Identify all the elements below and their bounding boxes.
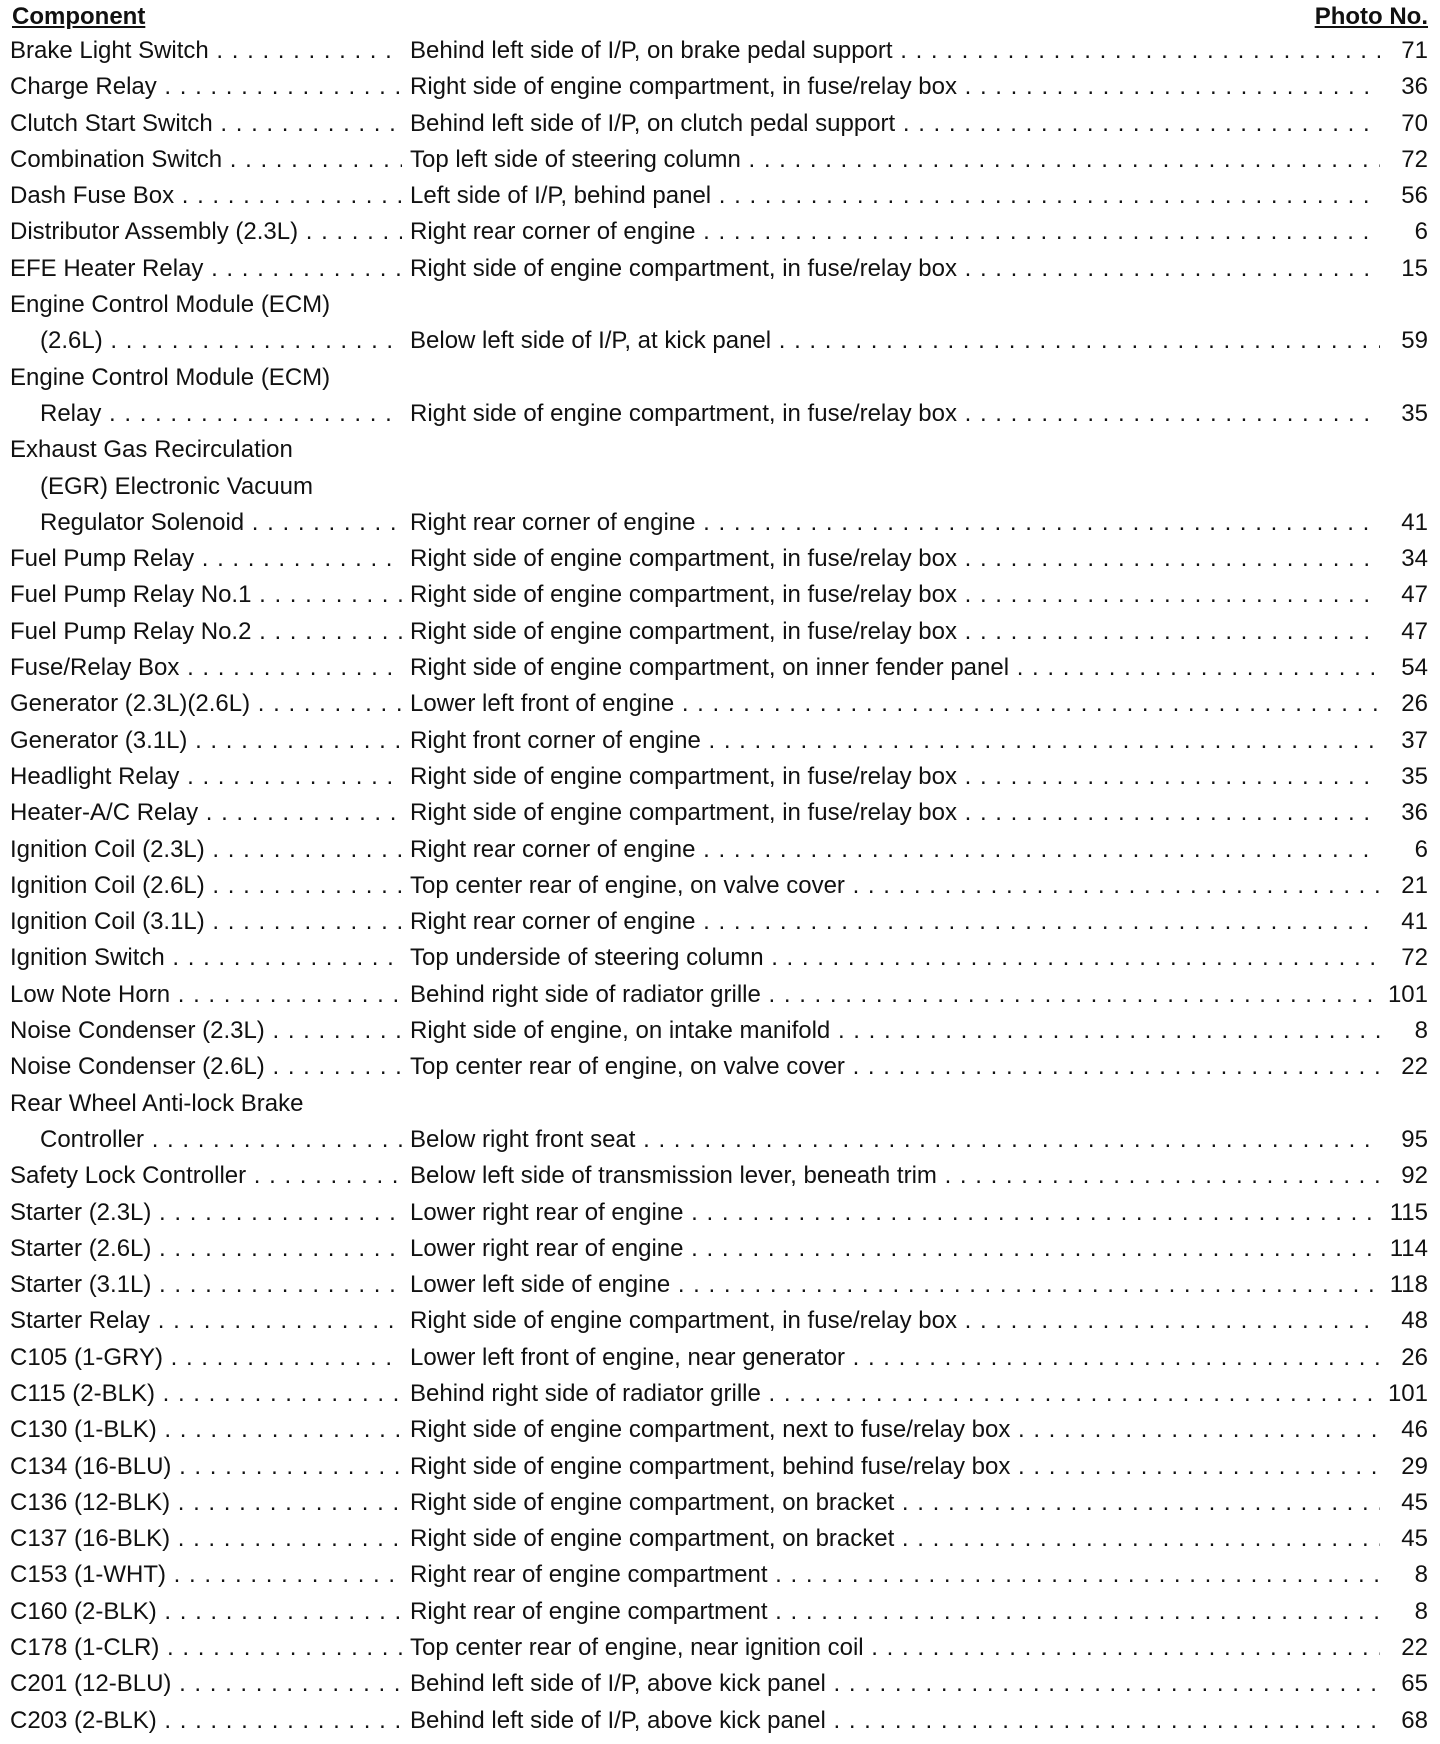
table-row: [10, 1557, 1430, 1593]
photo-number: 56: [1401, 182, 1428, 210]
component-name: Ignition Coil (3.1L) . . .: [10, 904, 402, 940]
component-name: Relay . . .: [40, 396, 402, 432]
component-name: C134 (16-BLU) . . .: [10, 1449, 402, 1485]
table-row: [10, 904, 1430, 940]
photo-number: 101: [1387, 980, 1428, 1008]
component-name: C178 (1-CLR) . . .: [10, 1630, 402, 1666]
table-row: [10, 1267, 1430, 1303]
photo-number: 6: [1414, 218, 1428, 246]
table-row: [10, 1013, 1430, 1049]
component-location: Right side of engine compartment, on bracket . . .: [410, 1521, 1380, 1557]
table-row: [10, 1630, 1430, 1666]
component-name: Starter (2.3L) . . .: [10, 1195, 402, 1231]
table-row: [10, 686, 1430, 722]
photo-number: 41: [1401, 508, 1428, 536]
component-name: Generator (2.3L)(2.6L) . . .: [10, 686, 402, 722]
table-row: [10, 251, 1430, 287]
component-location: Right side of engine compartment, in fuse/relay box . . .: [410, 795, 1380, 831]
component-name: EFE Heater Relay . . .: [10, 251, 402, 287]
component-location: Right rear corner of engine . . .: [410, 904, 1380, 940]
photo-number: 8: [1414, 1597, 1428, 1625]
table-row: [10, 614, 1430, 650]
component-location: Below left side of I/P, at kick panel . . .: [410, 323, 1380, 359]
table-row: [10, 541, 1430, 577]
component-name: Fuse/Relay Box . . .: [10, 650, 402, 686]
component-name: C153 (1-WHT) . . .: [10, 1557, 402, 1593]
component-location: Right rear of engine compartment . . .: [410, 1594, 1380, 1630]
photo-number: 41: [1401, 908, 1428, 936]
table-row: [10, 178, 1430, 214]
photo-number: 35: [1401, 399, 1428, 427]
component-name: Generator (3.1L) . . .: [10, 723, 402, 759]
table-row-continuation: [10, 287, 1430, 323]
table-row: [10, 1594, 1430, 1630]
table-row: [10, 106, 1430, 142]
component-location: Right side of engine compartment, in fuse/relay box . . .: [410, 577, 1380, 613]
component-name: Rear Wheel Anti-lock Brake: [10, 1089, 304, 1117]
table-row: [10, 1158, 1430, 1194]
table-row: [10, 868, 1430, 904]
component-name: Engine Control Module (ECM): [10, 291, 331, 319]
component-name: C115 (2-BLK) . . .: [10, 1376, 402, 1412]
photo-number: 95: [1401, 1125, 1428, 1153]
table-row: [10, 33, 1430, 69]
component-name: Combination Switch . . .: [10, 142, 402, 178]
component-location: Left side of I/P, behind panel . . .: [410, 178, 1380, 214]
table-row: [10, 69, 1430, 105]
photo-number: 72: [1401, 944, 1428, 972]
table-row: [10, 1449, 1430, 1485]
component-location: Right side of engine compartment, in fuse/relay box . . .: [410, 614, 1380, 650]
photo-number: 37: [1401, 726, 1428, 754]
table-row: [10, 577, 1430, 613]
photo-number: 47: [1401, 581, 1428, 609]
component-name: Starter (2.6L) . . .: [10, 1231, 402, 1267]
photo-number: 8: [1414, 1017, 1428, 1045]
table-row-continuation: [10, 1086, 1430, 1122]
photo-number: 115: [1389, 1198, 1428, 1226]
photo-number: 26: [1401, 1343, 1428, 1371]
component-name: C105 (1-GRY) . . .: [10, 1340, 402, 1376]
component-location: Right side of engine compartment, on inner fender panel . . .: [410, 650, 1380, 686]
table-row-continuation: [10, 360, 1430, 396]
component-location: Below left side of transmission lever, beneath trim . . .: [410, 1158, 1380, 1194]
photo-number: 68: [1401, 1706, 1428, 1734]
table-row: [10, 214, 1430, 250]
photo-number: 29: [1401, 1452, 1428, 1480]
component-name: Ignition Coil (2.6L) . . .: [10, 868, 402, 904]
component-location: Right side of engine compartment, in fuse/relay box . . .: [410, 251, 1380, 287]
component-name: Fuel Pump Relay No.2 . . .: [10, 614, 402, 650]
component-location: Right side of engine, on intake manifold . . .: [410, 1013, 1380, 1049]
component-name: Charge Relay . . .: [10, 69, 402, 105]
component-name: C137 (16-BLK) . . .: [10, 1521, 402, 1557]
component-column-header: Component: [12, 3, 146, 30]
photo-number: 26: [1401, 690, 1428, 718]
component-name: Heater-A/C Relay . . .: [10, 795, 402, 831]
table-row: [10, 1049, 1430, 1085]
component-location: Right rear corner of engine . . .: [410, 505, 1380, 541]
photo-number: 15: [1401, 254, 1428, 282]
photo-number: 8: [1414, 1561, 1428, 1589]
photo-number: 46: [1401, 1416, 1428, 1444]
photo-number: 59: [1401, 327, 1428, 355]
table-row: [10, 1485, 1430, 1521]
component-location: Right side of engine compartment, on bracket . . .: [410, 1485, 1380, 1521]
photo-number: 118: [1389, 1271, 1428, 1299]
component-name: Fuel Pump Relay . . .: [10, 541, 402, 577]
component-name: C136 (12-BLK) . . .: [10, 1485, 402, 1521]
component-location: Right side of engine compartment, in fuse/relay box . . .: [410, 1303, 1380, 1339]
photo-number: 54: [1401, 654, 1428, 682]
table-row: [10, 1521, 1430, 1557]
component-location: Behind left side of I/P, above kick panel . . .: [410, 1666, 1380, 1702]
table-row: [10, 1376, 1430, 1412]
photo-number: 22: [1401, 1053, 1428, 1081]
component-location: Top underside of steering column . . .: [410, 940, 1380, 976]
table-row: [10, 142, 1430, 178]
photo-number: 71: [1401, 37, 1428, 64]
photo-number: 48: [1401, 1307, 1428, 1335]
component-name: Exhaust Gas Recirculation: [10, 436, 293, 464]
component-name: C130 (1-BLK) . . .: [10, 1412, 402, 1448]
component-name: Regulator Solenoid . . .: [40, 505, 402, 541]
table-row: [10, 396, 1430, 432]
component-name: Ignition Switch . . .: [10, 940, 402, 976]
component-name: Dash Fuse Box . . .: [10, 178, 402, 214]
component-name: Safety Lock Controller . . .: [10, 1158, 402, 1194]
table-row: [10, 1231, 1430, 1267]
table-row: [10, 323, 1430, 359]
component-location: Right side of engine compartment, in fuse/relay box . . .: [410, 396, 1380, 432]
component-name: Distributor Assembly (2.3L) . . .: [10, 214, 402, 250]
component-name: Starter (3.1L) . . .: [10, 1267, 402, 1303]
photo-number: 47: [1401, 617, 1428, 645]
table-row: [10, 940, 1430, 976]
photo-number-column-header: Photo No.: [1314, 3, 1428, 30]
photo-number: 36: [1401, 799, 1428, 827]
component-location: Behind right side of radiator grille . . .: [410, 1376, 1380, 1412]
component-location: Right side of engine compartment, in fuse/relay box . . .: [410, 759, 1380, 795]
table-row: [10, 1666, 1430, 1702]
component-name: Starter Relay . . .: [10, 1303, 402, 1339]
component-location: Lower right rear of engine . . .: [410, 1195, 1380, 1231]
table-row: [10, 505, 1430, 541]
component-location: Top center rear of engine, near ignition coil . . .: [410, 1630, 1380, 1666]
component-name: C203 (2-BLK) . . .: [10, 1703, 402, 1739]
component-name: C160 (2-BLK) . . .: [10, 1594, 402, 1630]
table-header: [10, 0, 1430, 30]
component-location: Right rear corner of engine . . .: [410, 832, 1380, 868]
component-name: Clutch Start Switch . . .: [10, 106, 402, 142]
photo-number: 114: [1389, 1234, 1428, 1262]
table-row: [10, 1195, 1430, 1231]
photo-number: 21: [1401, 871, 1428, 899]
component-table: [10, 33, 1430, 1739]
table-row: [10, 723, 1430, 759]
component-name: Fuel Pump Relay No.1 . . .: [10, 577, 402, 613]
table-row: [10, 1412, 1430, 1448]
photo-number: 45: [1401, 1525, 1428, 1553]
component-name: Low Note Horn . . .: [10, 977, 402, 1013]
table-row-continuation: [10, 469, 1430, 505]
component-location: Behind left side of I/P, on brake pedal support . . .: [410, 33, 1380, 69]
component-name: Controller . . .: [40, 1122, 402, 1158]
table-row: [10, 795, 1430, 831]
table-row: [10, 1703, 1430, 1739]
photo-number: 65: [1401, 1670, 1428, 1698]
component-location: Lower right rear of engine . . .: [410, 1231, 1380, 1267]
component-location: Right front corner of engine . . .: [410, 723, 1380, 759]
photo-number: 35: [1401, 762, 1428, 790]
photo-number: 92: [1401, 1162, 1428, 1190]
component-location: Right side of engine compartment, behind fuse/relay box . . .: [410, 1449, 1380, 1485]
table-row: [10, 1303, 1430, 1339]
component-name: (2.6L) . . .: [40, 323, 402, 359]
table-row: [10, 650, 1430, 686]
component-location: Behind left side of I/P, above kick panel . . .: [410, 1703, 1380, 1739]
component-location: Top left side of steering column . . .: [410, 142, 1380, 178]
component-name: C201 (12-BLU) . . .: [10, 1666, 402, 1702]
photo-number: 72: [1401, 145, 1428, 173]
component-locator-page: [10, 0, 1430, 1734]
component-location: Top center rear of engine, on valve cover . . .: [410, 868, 1380, 904]
component-name: (EGR) Electronic Vacuum: [40, 472, 313, 500]
component-name: Ignition Coil (2.3L) . . .: [10, 832, 402, 868]
component-location: Below right front seat . . .: [410, 1122, 1380, 1158]
component-name: Brake Light Switch . . .: [10, 33, 402, 69]
photo-number: 34: [1401, 545, 1428, 573]
photo-number: 45: [1401, 1488, 1428, 1516]
table-row: [10, 1340, 1430, 1376]
component-location: Behind right side of radiator grille . . .: [410, 977, 1380, 1013]
photo-number: 6: [1414, 835, 1428, 863]
component-location: Lower left front of engine . . .: [410, 686, 1380, 722]
table-row: [10, 832, 1430, 868]
component-location: Lower left front of engine, near generator . . .: [410, 1340, 1380, 1376]
component-location: Lower left side of engine . . .: [410, 1267, 1380, 1303]
component-location: Right rear of engine compartment . . .: [410, 1557, 1380, 1593]
component-name: Noise Condenser (2.3L) . . .: [10, 1013, 402, 1049]
component-location: Right side of engine compartment, in fuse/relay box . . .: [410, 541, 1380, 577]
table-row: [10, 977, 1430, 1013]
component-location: Right side of engine compartment, in fuse/relay box . . .: [410, 69, 1380, 105]
photo-number: 70: [1401, 109, 1428, 137]
photo-number: 22: [1401, 1634, 1428, 1662]
component-location: Right rear corner of engine . . .: [410, 214, 1380, 250]
table-row: [10, 759, 1430, 795]
component-name: Headlight Relay . . .: [10, 759, 402, 795]
component-location: Right side of engine compartment, next to fuse/relay box . . .: [410, 1412, 1380, 1448]
component-name: Engine Control Module (ECM): [10, 363, 331, 391]
component-location: Top center rear of engine, on valve cover . . .: [410, 1049, 1380, 1085]
component-name: Noise Condenser (2.6L) . . .: [10, 1049, 402, 1085]
component-location: Behind left side of I/P, on clutch pedal support . . .: [410, 106, 1380, 142]
photo-number: 36: [1401, 73, 1428, 101]
photo-number: 101: [1387, 1379, 1428, 1407]
table-row-continuation: [10, 432, 1430, 468]
table-row: [10, 1122, 1430, 1158]
